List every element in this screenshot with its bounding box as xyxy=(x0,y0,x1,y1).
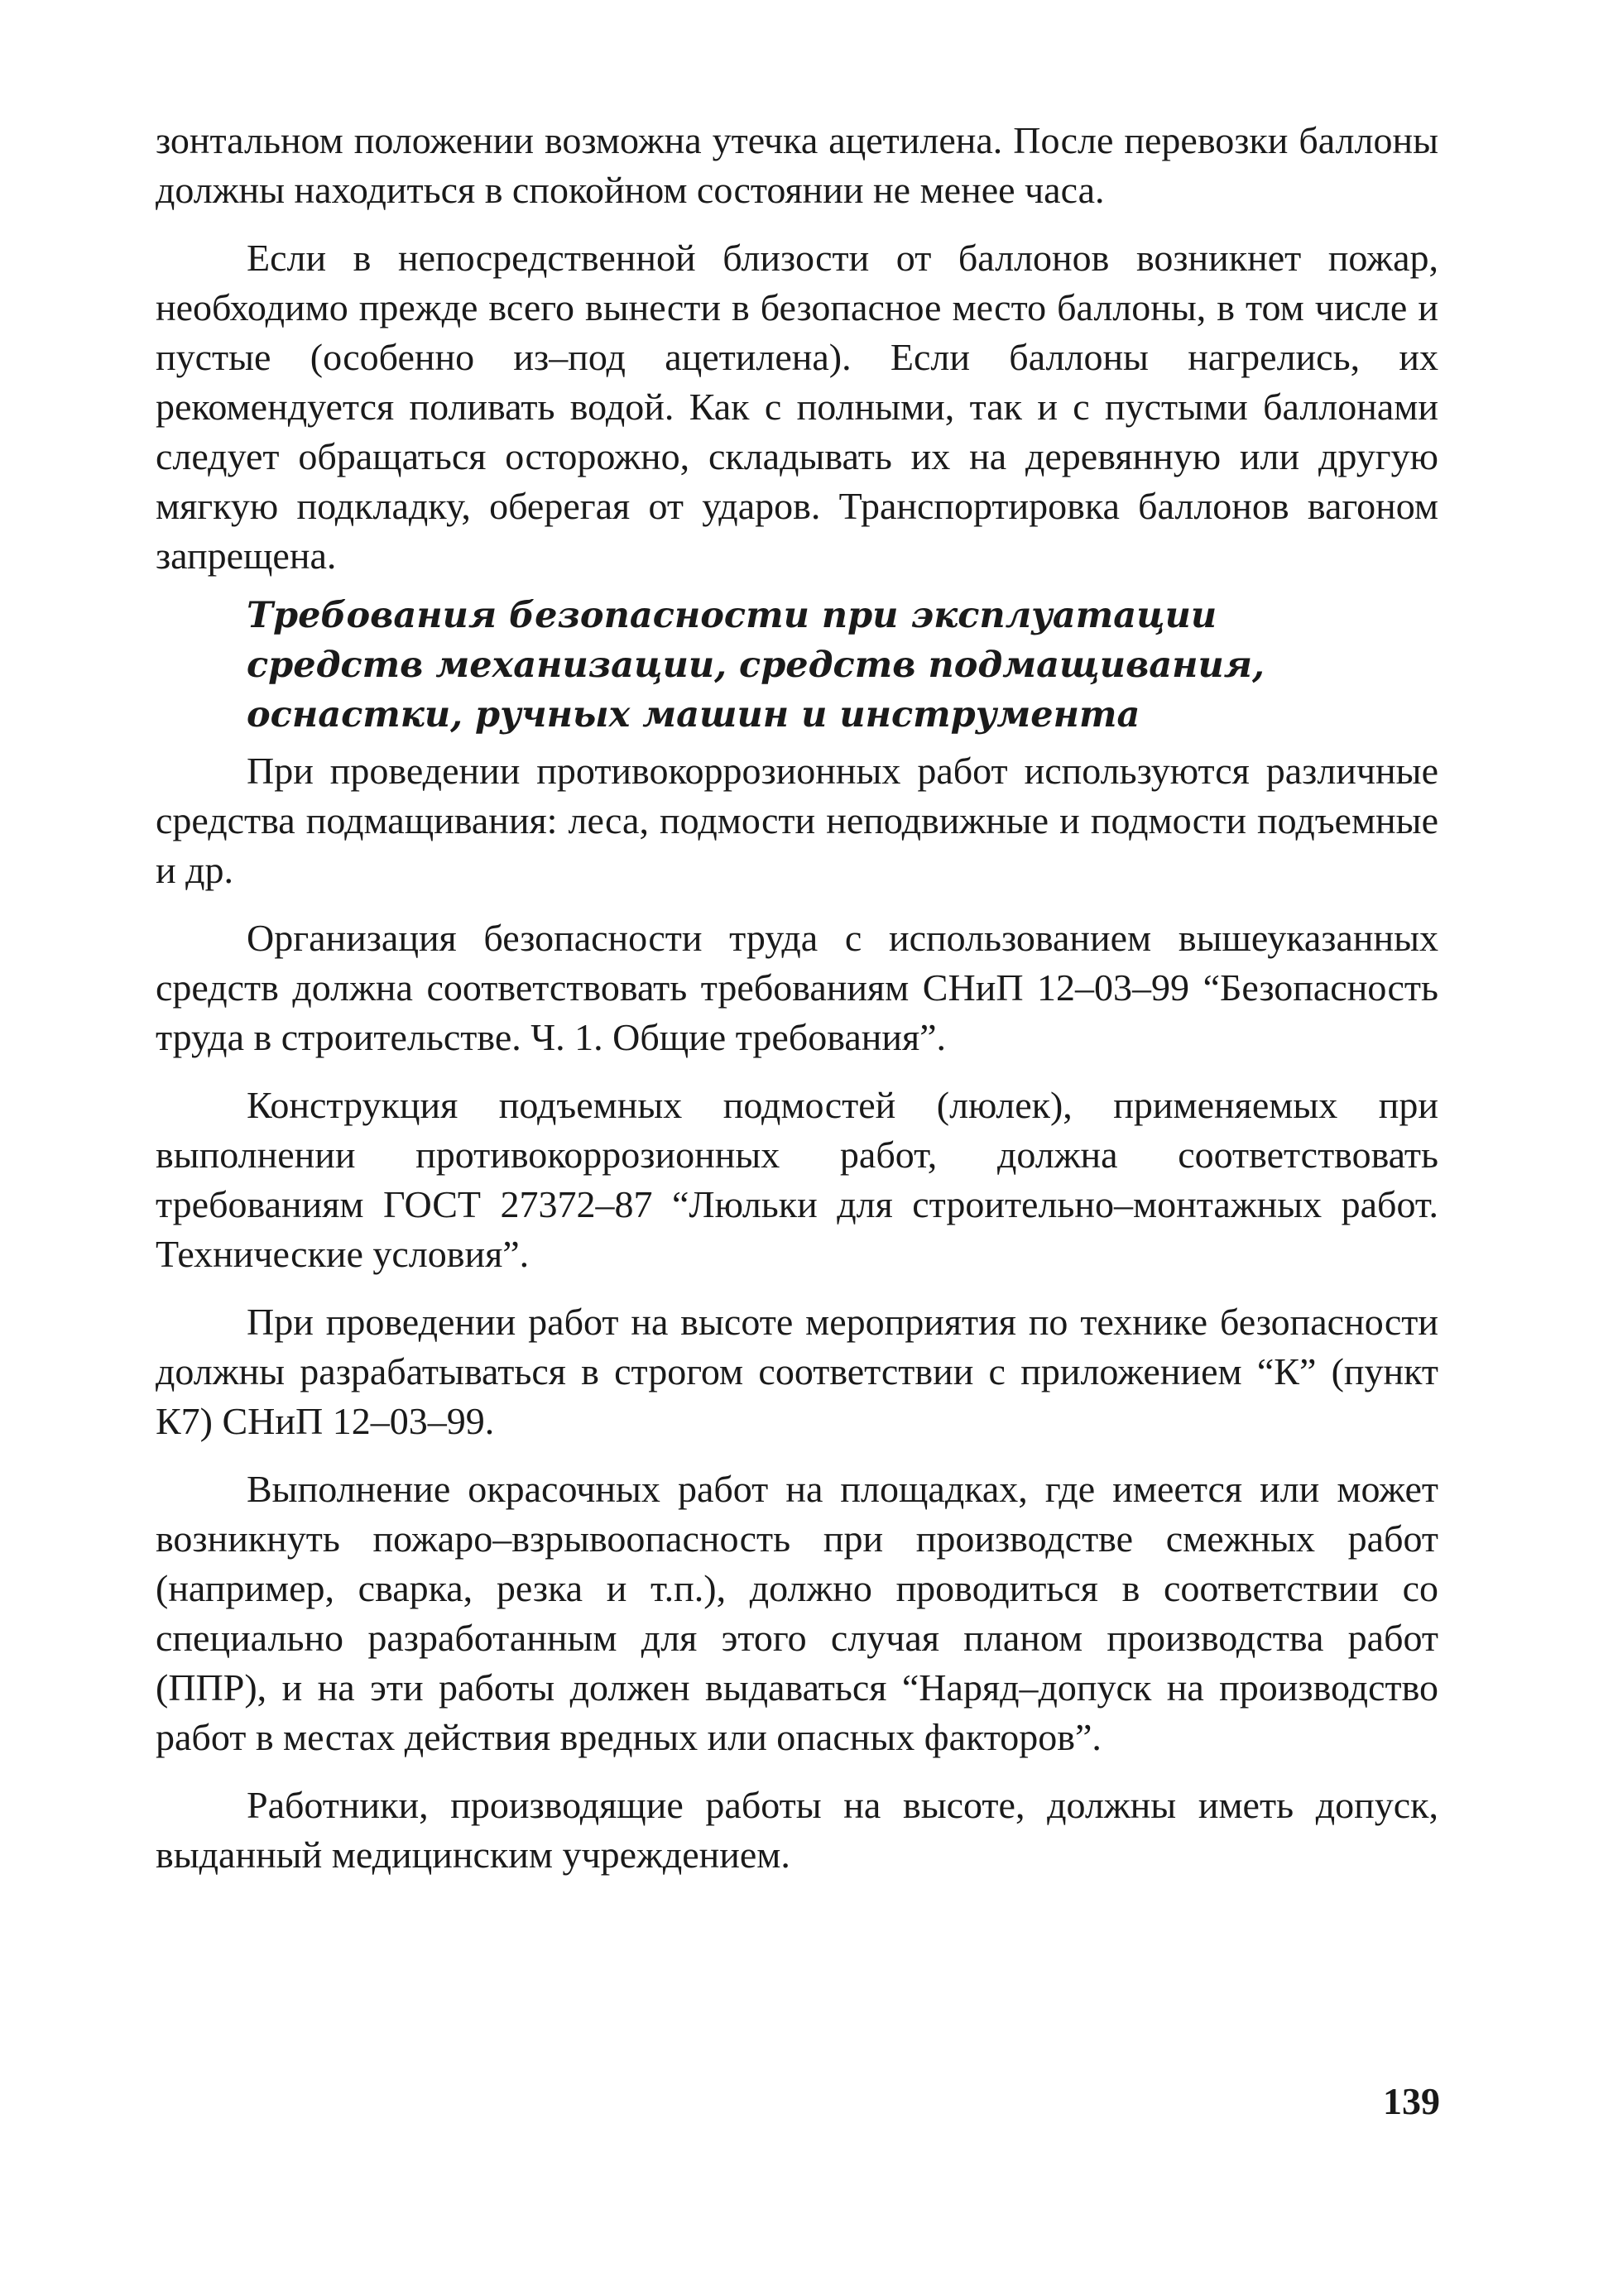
section-heading-line: оснастки, ручных машин и инструмента xyxy=(247,694,1140,736)
section-heading-line: средств механизации, средств подмащивания, xyxy=(247,645,1265,686)
paragraph-fire-safety: Если в непосредственной близости от баллонов возникнет пожар, необходимо прежде всего вынести в безопасное место баллоны, в том числе и пустые (особенно из–под ацетилена). Если баллоны нагрелись, их рекомендуется поливать водой. Как с полными, так и с пустыми баллонами следует обращаться осторожно, складывать их на деревянную или другую мягкую подкладку, оберегая от ударов. Транспортировка баллонов вагоном запрещена. xyxy=(156,237,1438,577)
paragraph-painting-works: Выполнение окрасочных работ на площадках, где имеется или может возникнуть пожаро–взрывоопасность при производстве смежных работ (например, сварка, резка и т.п.), должно проводиться в соответствии со специально разработанным для этого случая планом производства работ (ППР), и на эти работы должен выдаваться “Наряд–допуск на производство работ в местах действия вредных или опасных факторов”. xyxy=(156,1468,1438,1758)
paragraph-height-work: При проведении работ на высоте мероприятия по технике безопасности должны разрабатываться в строгом соответствии с приложением “К” (пункт К7) СНиП 12–03–99. xyxy=(156,1301,1438,1442)
paragraph-scaffolding: При проведении противокоррозионных работ используются различные средства подмащивания: леса, подмости неподвижные и подмости подъемные и др. xyxy=(156,750,1438,891)
page-body xyxy=(156,116,1438,1880)
paragraph-organization: Организация безопасности труда с использованием вышеуказанных средств должна соответствовать требованиям СНиП 12–03–99 “Безопасность труда в строительстве. Ч. 1. Общие требования”. xyxy=(156,917,1438,1058)
paragraph-continuation: зонтальном положении возможна утечка ацетилена. После перевозки баллоны должны находиться в спокойном состоянии не менее часа. xyxy=(156,119,1438,211)
paragraph-medical-clearance: Работники, производящие работы на высоте, должны иметь допуск, выданный медицинским учреждением. xyxy=(156,1784,1438,1876)
section-heading-line: Требования безопасности при эксплуатации xyxy=(247,595,1217,636)
section-heading xyxy=(247,591,1438,740)
page-number: 139 xyxy=(1383,2080,1440,2122)
paragraph-cradle-design: Конструкция подъемных подмостей (люлек), применяемых при выполнении противокоррозионных работ, должна соответствовать требованиям ГОСТ 27372–87 “Люльки для строительно–монтажных работ. Технические условия”. xyxy=(156,1084,1438,1275)
